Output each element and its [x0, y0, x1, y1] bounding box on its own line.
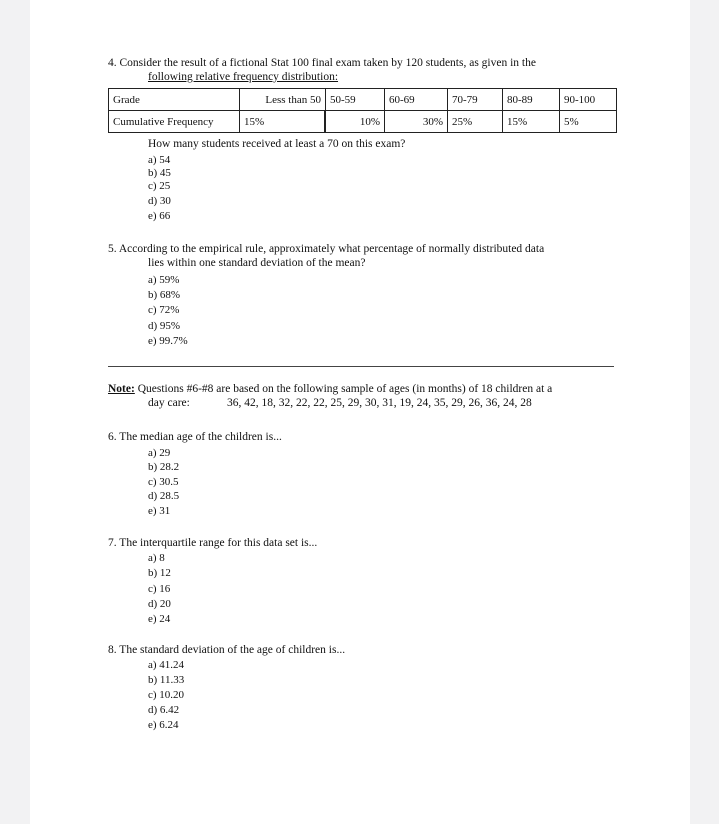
q6-option-c: c) 30.5	[148, 476, 179, 488]
q5-option-e: e) 99.7%	[148, 335, 188, 347]
q7-option-e: e) 24	[148, 613, 171, 625]
table-row	[109, 111, 617, 133]
q5-option-c: c) 72%	[148, 304, 180, 316]
document-page	[30, 0, 690, 824]
q5-line2: lies within one standard deviation of the mean?	[148, 257, 366, 269]
frequency-table	[108, 88, 617, 133]
q7-option-a: a) 8	[148, 552, 165, 564]
table-cell: 80-89	[503, 89, 560, 111]
q7-line1: 7. The interquartile range for this data set is...	[108, 537, 318, 549]
q8-option-e: e) 6.24	[148, 719, 179, 731]
q5-option-d: d) 95%	[148, 320, 181, 332]
q5-option-a: a) 59%	[148, 274, 180, 286]
note-line1	[108, 383, 552, 396]
table-cell: 90-100	[560, 89, 617, 111]
q8-line1: 8. The standard deviation of the age of children is...	[108, 644, 346, 656]
q4-question: How many students received at least a 70 on this exam?	[148, 138, 406, 150]
table-cell: 10%	[326, 111, 385, 133]
q6-line1: 6. The median age of the children is...	[108, 431, 282, 443]
q6-option-e: e) 31	[148, 505, 171, 517]
note-line2-label: day care:	[148, 397, 190, 409]
q8-option-c: c) 10.20	[148, 689, 185, 701]
q7-option-b: b) 12	[148, 567, 171, 579]
table-cell: 25%	[448, 111, 503, 133]
table-cell: 15%	[503, 111, 560, 133]
q5-option-b: b) 68%	[148, 289, 181, 301]
table-cell: 15%	[240, 111, 325, 133]
ages-data: 36, 42, 18, 32, 22, 22, 25, 29, 30, 31, 19, 24, 35, 29, 26, 36, 24, 28	[227, 397, 532, 409]
table-cell: 70-79	[448, 89, 503, 111]
q4-line2: following relative frequency distribution:	[148, 71, 339, 83]
table-cell: 5%	[560, 111, 617, 133]
table-header-row	[109, 89, 617, 111]
q8-option-d: d) 6.42	[148, 704, 180, 716]
table-cell: 30%	[385, 111, 448, 133]
q6-option-a: a) 29	[148, 447, 171, 459]
note-label: Note:	[108, 383, 135, 395]
q4-option-d: d) 30	[148, 195, 171, 207]
q8-option-a: a) 41.24	[148, 659, 185, 671]
q6-option-b: b) 28.2	[148, 461, 180, 473]
table-cell: Cumulative Frequency	[109, 111, 240, 133]
q4-option-c: c) 25	[148, 180, 171, 192]
q6-option-d: d) 28.5	[148, 490, 180, 502]
q7-option-d: d) 20	[148, 598, 171, 610]
table-cell: Grade	[109, 89, 240, 111]
table-cell: 60-69	[385, 89, 448, 111]
q4-option-e: e) 66	[148, 210, 171, 222]
q4-option-a: a) 54	[148, 154, 171, 166]
divider-line	[108, 366, 614, 367]
q5-line1: 5. According to the empirical rule, approximately what percentage of normally distributed data	[108, 243, 545, 255]
table-cell: 50-59	[326, 89, 385, 111]
table-cell: Less than 50	[240, 89, 326, 111]
q8-option-b: b) 11.33	[148, 674, 185, 686]
q4-line1: 4. Consider the result of a fictional Stat 100 final exam taken by 120 students, as given in the	[108, 57, 536, 69]
q7-option-c: c) 16	[148, 583, 171, 595]
q4-option-b: b) 45	[148, 167, 171, 179]
note-text: Questions #6-#8 are based on the following sample of ages (in months) of 18 children at a	[134, 383, 553, 395]
